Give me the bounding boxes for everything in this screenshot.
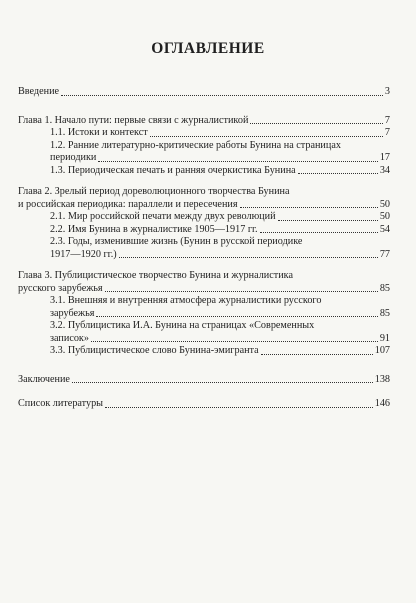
toc-entry-section-1-3[interactable]: 1.3. Периодическая печать и ранняя очеркистика Бунина 34: [50, 164, 390, 176]
toc-entry-section-3-2-line2[interactable]: записок» 91: [50, 332, 390, 344]
toc-entry-chapter-1[interactable]: Глава 1. Начало пути: первые связи с журналистикой 7: [18, 114, 390, 126]
dot-leader: [250, 123, 382, 124]
toc-entry-section-3-3[interactable]: 3.3. Публицистическое слово Бунина-эмигранта 107: [50, 345, 390, 356]
toc-entry-section-1-2-line2[interactable]: периодики 17: [50, 152, 390, 163]
dot-leader: [72, 382, 373, 383]
dot-leader: [261, 354, 373, 355]
toc-entry-chapter-2-line1[interactable]: Глава 2. Зрелый период дореволюционного творчества Бунина: [18, 186, 290, 197]
toc-entry-section-2-2[interactable]: 2.2. Имя Бунина в журналистике 1905—1917 гг. 54: [50, 223, 390, 235]
dot-leader: [98, 161, 377, 162]
toc-entry-section-2-3-line1[interactable]: 2.3. Годы, изменившие жизнь (Бунин в русской периодике: [50, 236, 303, 247]
table-of-contents: [18, 86, 390, 411]
page-title: ОГЛАВЛЕНИЕ: [151, 40, 265, 57]
dot-leader: [61, 95, 383, 96]
dot-leader: [240, 207, 378, 208]
toc-entry-chapter-2-line2[interactable]: и российская периодика: параллели и пересечения 50: [18, 198, 390, 210]
dot-leader: [91, 341, 378, 342]
dot-leader: [105, 291, 378, 292]
toc-entry-references[interactable]: Список литературы 146: [18, 398, 390, 409]
toc-entry-section-1-1[interactable]: 1.1. Истоки и контекст 7: [50, 127, 390, 138]
toc-entry-section-1-2-line1[interactable]: 1.2. Ранние литературно-критические работы Бунина на страницах: [50, 139, 341, 151]
toc-entry-conclusion[interactable]: Заключение 138: [18, 373, 390, 385]
toc-entry-chapter-3-line2[interactable]: русского зарубежья 85: [18, 282, 390, 294]
toc-entry-section-2-1[interactable]: 2.1. Мир российской печати между двух революций 50: [50, 211, 390, 222]
toc-entry-section-3-1-line1[interactable]: 3.1. Внешняя и внутренняя атмосфера журналистики русского: [50, 295, 322, 306]
dot-leader: [298, 173, 378, 174]
dot-leader: [278, 220, 378, 221]
dot-leader: [119, 257, 378, 258]
toc-entry-section-3-1-line2[interactable]: зарубежья 85: [50, 307, 390, 319]
dot-leader: [260, 232, 378, 233]
dot-leader: [96, 316, 377, 317]
dot-leader: [105, 407, 373, 408]
toc-entry-section-3-2-line1[interactable]: 3.2. Публицистика И.А. Бунина на страницах «Современных: [50, 320, 315, 331]
toc-entry-introduction[interactable]: Введение 3: [18, 86, 390, 97]
toc-entry-chapter-3-line1[interactable]: Глава 3. Публицистическое творчество Бунина и журналистика: [18, 270, 293, 281]
dot-leader: [150, 136, 383, 137]
toc-entry-section-2-3-line2[interactable]: 1917—1920 гг.) 77: [50, 248, 390, 260]
